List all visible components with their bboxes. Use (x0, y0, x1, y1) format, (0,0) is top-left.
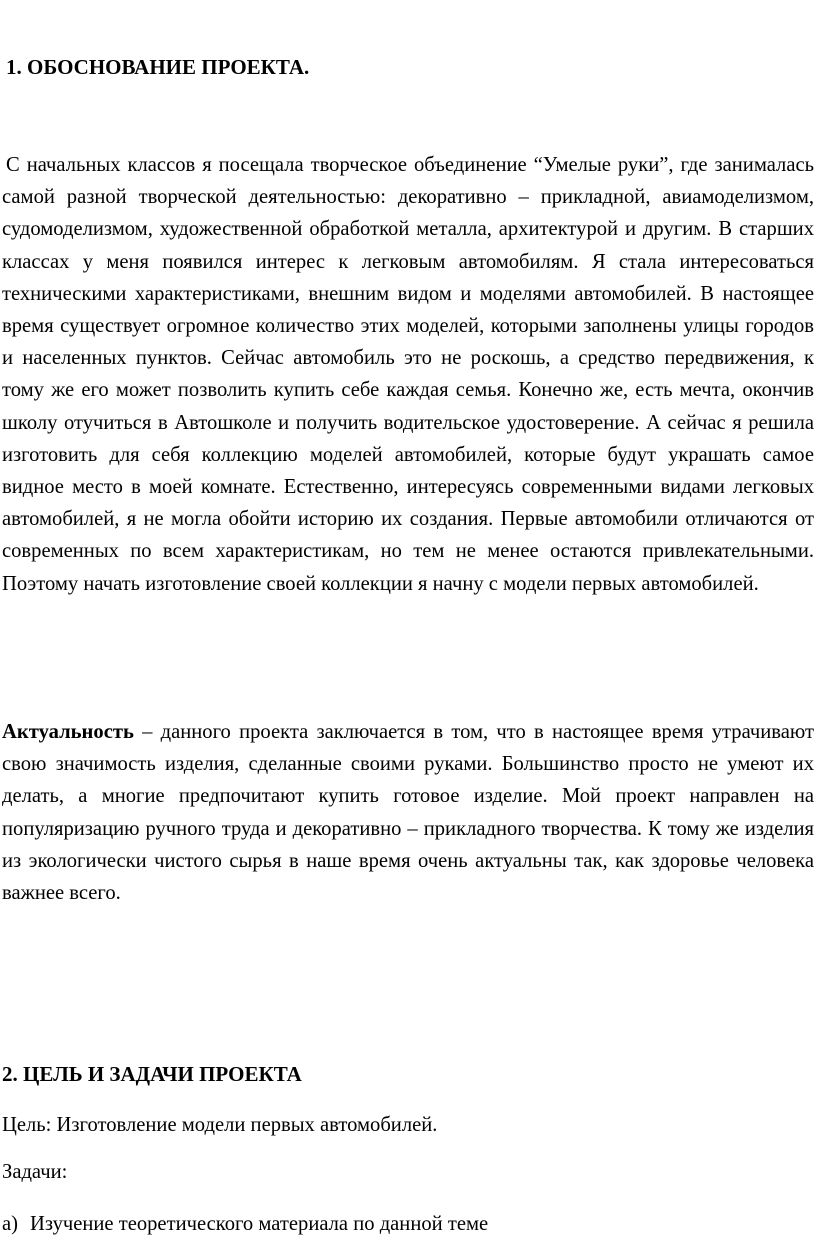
task-item (2, 1209, 488, 1239)
goal-line: Цель: Изготовление модели первых автомобилей. (2, 1114, 438, 1136)
section-1-heading: 1. ОБОСНОВАНИЕ ПРОЕКТА. (6, 55, 310, 79)
section-2-heading: 2. ЦЕЛЬ И ЗАДАЧИ ПРОЕКТА (2, 1062, 302, 1086)
task-item-marker: а) (2, 1213, 18, 1235)
relevance-term: Актуальность (2, 721, 134, 743)
relevance-text: – данного проекта заключается в том, что в настоящее время утрачивают свою значимость изделия, сделанные своими руками. Большинство просто не умеют их делать, а многие предпочитают купить готовое изделие. Мой проект направлен на популяризацию ручного труда и декоративно – прикладного творчества. К тому же изделия из экологически чистого сырья в наше время очень актуальны так, как здоровье человека важнее всего. (2, 721, 814, 905)
task-item-text: Изучение теоретического материала по данной теме (30, 1213, 489, 1235)
relevance-paragraph (2, 716, 814, 909)
tasks-label: Задачи: (2, 1161, 68, 1183)
justification-paragraph: С начальных классов я посещала творческое объединение “Умелые руки”, где занималась самой разной творческой деятельностью: декоративно – прикладной, авиамоделизмом, судомоделизмом, художественной обработкой металла, архитектурой и другим. В старших классах у меня появился интерес к легковым автомобилям. Я стала интересоваться техническими характеристиками, внешним видом и моделями автомобилей. В настоящее время существует огромное количество этих моделей, которыми заполнены улицы городов и населенных пунктов. Сейчас автомобиль это не роскошь, а средство передвижения, к тому же его может позволить купить себе каждая семья. Конечно же, есть мечта, окончив школу отучиться в Автошколе и получить водительское удостоверение. А сейчас я решила изготовить для себя коллекцию моделей автомобилей, которые будут украшать самое видное место в моей комнате. Естественно, интересуясь современными видами легковых автомобилей, я не могла обойти историю их создания. Первые автомобили отличаются от современных по всем характеристикам, но тем не менее остаются привлекательными. Поэтому начать изготовление своей коллекции я начну с модели первых автомобилей. (2, 154, 814, 595)
